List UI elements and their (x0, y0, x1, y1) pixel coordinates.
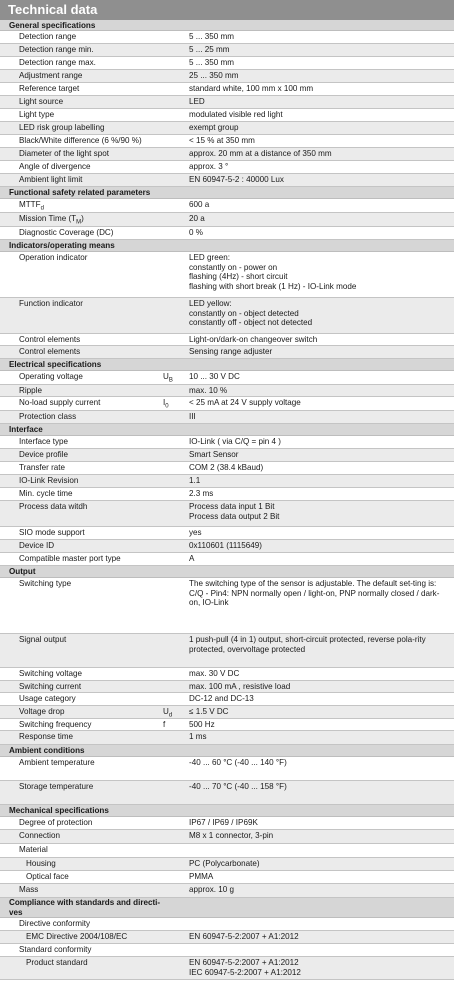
spec-row (0, 553, 454, 566)
spec-row (0, 83, 454, 96)
spec-row (0, 411, 454, 424)
spec-value (189, 830, 454, 843)
spec-label: Light source (19, 97, 64, 106)
section-heading: Electrical specifications (0, 359, 454, 371)
spec-value (189, 944, 454, 956)
spec-symbol (159, 148, 189, 160)
spec-label: Material (19, 845, 48, 854)
spec-value-line: constantly on - power on (189, 262, 278, 272)
spec-label: Storage temperature (19, 782, 94, 791)
section-heading-line: Compliance with standards and directi- (9, 898, 161, 907)
spec-row (0, 161, 454, 174)
spec-table (0, 20, 454, 980)
spec-row (0, 96, 454, 109)
page-title: Technical data (0, 0, 454, 20)
spec-label: Light type (19, 110, 55, 119)
symbol-subscript: B (168, 377, 173, 384)
spec-value (189, 844, 454, 857)
spec-symbol (159, 298, 189, 333)
spec-value (189, 706, 454, 718)
section-heading: Interface (0, 424, 454, 436)
section-heading: Output (0, 566, 454, 578)
spec-label: Ambient light limit (19, 175, 83, 184)
spec-label: Detection range min. (19, 45, 94, 54)
spec-value (189, 346, 454, 358)
spec-symbol (159, 462, 189, 474)
spec-value-line: 20 a (189, 214, 205, 223)
spec-value-line: 0x110601 (1115649) (189, 541, 262, 550)
spec-value-line: < 15 % at 350 mm (189, 136, 255, 145)
spec-value (189, 109, 454, 121)
spec-value-line: 5 ... 25 mm (189, 45, 230, 54)
spec-value (189, 57, 454, 69)
spec-row (0, 449, 454, 462)
spec-value (189, 83, 454, 95)
spec-value (189, 781, 454, 804)
spec-value-line: LED yellow: (189, 299, 232, 308)
spec-value-line: -40 ... 70 °C (-40 ... 158 °F) (189, 782, 287, 791)
spec-label: Device ID (19, 541, 55, 550)
spec-value (189, 122, 454, 134)
spec-value-line: flashing (4Hz) - short circuit (189, 272, 288, 281)
spec-label: Product standard (26, 958, 88, 967)
spec-value-line: 25 ... 350 mm (189, 71, 239, 80)
spec-symbol (159, 844, 189, 857)
spec-label: Directive conformity (19, 919, 91, 928)
spec-value (189, 96, 454, 108)
spec-row (0, 298, 454, 334)
spec-row (0, 931, 454, 944)
spec-label: Reference target (19, 84, 80, 93)
spec-value (189, 884, 454, 897)
spec-label: Black/White difference (6 %/90 %) (19, 136, 142, 145)
spec-value-line: C/Q - Pin4: NPN normally open / light-on, PNP normally closed / dark-on, IO-Link (189, 588, 440, 607)
spec-symbol (159, 553, 189, 565)
spec-row (0, 957, 454, 980)
spec-value-line: 0 % (189, 228, 203, 237)
spec-value (189, 44, 454, 56)
spec-value-line: approx. 3 ° (189, 162, 229, 171)
spec-value (189, 553, 454, 565)
spec-value-line: exempt group (189, 123, 239, 132)
spec-symbol (159, 411, 189, 423)
spec-value-line: PC (Polycarbonate) (189, 859, 260, 868)
spec-row (0, 462, 454, 475)
spec-value (189, 148, 454, 160)
section-heading-line: ves (9, 908, 23, 917)
spec-row (0, 371, 454, 385)
spec-value-line: EN 60947-5-2 : 40000 Lux (189, 175, 284, 184)
spec-label: Standard conformity (19, 945, 92, 954)
spec-label: Ambient temperature (19, 758, 95, 767)
spec-value (189, 298, 454, 333)
spec-row (0, 634, 454, 668)
spec-value-line: 1.1 (189, 476, 201, 485)
spec-row (0, 501, 454, 527)
spec-label: Diameter of the light spot (19, 149, 109, 158)
spec-value-line: -40 ... 60 °C (-40 ... 140 °F) (189, 758, 287, 767)
spec-value (189, 213, 454, 226)
spec-symbol (159, 918, 189, 930)
spec-label: Switching voltage (19, 669, 82, 678)
spec-label: Usage category (19, 694, 76, 703)
spec-value-line: modulated visible red light (189, 110, 283, 119)
spec-symbol (159, 449, 189, 461)
spec-value-line: 5 ... 350 mm (189, 32, 234, 41)
spec-value-line: COM 2 (38.4 kBaud) (189, 463, 264, 472)
spec-value (189, 436, 454, 448)
spec-symbol (159, 334, 189, 345)
spec-symbol (159, 346, 189, 358)
spec-value (189, 462, 454, 474)
spec-value (189, 957, 454, 979)
spec-value-line: 500 Hz (189, 720, 215, 729)
spec-label: Diagnostic Coverage (DC) (19, 228, 114, 237)
spec-row (0, 385, 454, 397)
spec-row (0, 70, 454, 83)
spec-label: Device profile (19, 450, 69, 459)
spec-symbol (159, 884, 189, 897)
spec-value-line: A (189, 554, 195, 563)
spec-label: Mass (19, 885, 39, 894)
spec-value (189, 918, 454, 930)
spec-value (189, 488, 454, 500)
spec-row (0, 199, 454, 213)
spec-symbol (159, 501, 189, 526)
spec-label: Voltage drop (19, 707, 65, 716)
spec-symbol (159, 199, 189, 212)
spec-label: Connection (19, 831, 60, 840)
spec-value-line: Process data output 2 Bit (189, 511, 280, 521)
spec-value-line: LED green: (189, 253, 230, 262)
spec-row (0, 731, 454, 745)
spec-value-line: IO-Link ( via C/Q = pin 4 ) (189, 437, 281, 446)
spec-value-line: Smart Sensor (189, 450, 239, 459)
spec-symbol (159, 475, 189, 487)
spec-row (0, 252, 454, 298)
label-subscript: M (76, 219, 82, 226)
spec-row (0, 817, 454, 830)
spec-label: Function indicator (19, 299, 83, 308)
spec-row (0, 781, 454, 805)
spec-label: Switching type (19, 579, 72, 588)
spec-symbol: $I_0$ (163, 398, 169, 410)
spec-label: Mission Time $(T_M)$ (19, 214, 84, 226)
spec-symbol (159, 693, 189, 705)
spec-symbol (159, 161, 189, 173)
spec-value-line: approx. 20 mm at a distance of 350 mm (189, 149, 332, 158)
spec-symbol (159, 681, 189, 692)
spec-symbol (159, 31, 189, 43)
spec-label: Signal output (19, 635, 67, 644)
spec-value (189, 31, 454, 43)
section-heading: Functional safety related parameters (0, 187, 454, 199)
spec-value-line: approx. 10 g (189, 885, 234, 894)
section-heading (0, 898, 454, 918)
spec-value (189, 252, 454, 297)
spec-value-line: Light-on/dark-on changeover switch (189, 335, 318, 344)
spec-value (189, 527, 454, 539)
spec-symbol (159, 944, 189, 956)
spec-row (0, 757, 454, 781)
spec-row (0, 213, 454, 227)
spec-label: Angle of divergence (19, 162, 91, 171)
spec-symbol (159, 668, 189, 680)
spec-symbol (159, 634, 189, 667)
spec-label: $MTTF_d$ (19, 200, 44, 212)
spec-row (0, 918, 454, 931)
spec-row (0, 57, 454, 70)
spec-label: SIO mode support (19, 528, 85, 537)
spec-row (0, 693, 454, 706)
spec-value-line: PMMA (189, 872, 214, 881)
spec-symbol (159, 70, 189, 82)
spec-value-line: max. 10 % (189, 386, 228, 395)
spec-row (0, 944, 454, 957)
spec-row (0, 668, 454, 681)
spec-row (0, 397, 454, 411)
spec-label: Min. cycle time (19, 489, 73, 498)
section-heading: General specifications (0, 20, 454, 31)
spec-value-line: Process data input 1 Bit (189, 502, 275, 511)
spec-value (189, 817, 454, 829)
spec-row (0, 719, 454, 731)
spec-symbol (159, 578, 189, 633)
spec-value-line: flashing with short break (1 Hz) - IO-Link mode (189, 281, 357, 291)
spec-value-line: 1 push-pull (4 in 1) output, short-circuit protected, reverse pola-rity protected, overvoltage protected (189, 635, 426, 654)
spec-value-line: EN 60947-5-2:2007 + A1:2012 (189, 958, 299, 967)
spec-value (189, 731, 454, 744)
spec-label: Ripple (19, 386, 42, 395)
spec-value (189, 634, 454, 667)
spec-row (0, 706, 454, 719)
spec-symbol (159, 858, 189, 870)
spec-symbol: f (163, 720, 166, 729)
spec-label: Optical face (26, 872, 69, 881)
spec-label: LED risk group labelling (19, 123, 105, 132)
spec-row (0, 871, 454, 884)
spec-value-line: III (189, 412, 196, 421)
spec-value (189, 540, 454, 552)
spec-label: Interface type (19, 437, 69, 446)
spec-value (189, 174, 454, 186)
spec-symbol (159, 527, 189, 539)
spec-value (189, 693, 454, 705)
spec-label: Switching frequency (19, 720, 92, 729)
spec-row (0, 44, 454, 57)
spec-value-line: 600 a (189, 200, 210, 209)
spec-label: Protection class (19, 412, 77, 421)
spec-value (189, 135, 454, 147)
spec-symbol (159, 44, 189, 56)
spec-value-line: 2.3 ms (189, 489, 214, 498)
spec-symbol (159, 135, 189, 147)
spec-label: Adjustment range (19, 71, 83, 80)
spec-label: EMC Directive 2004/108/EC (26, 932, 128, 941)
spec-label: Switching current (19, 682, 82, 691)
spec-label: Detection range max. (19, 58, 96, 67)
symbol-subscript: d (168, 712, 173, 719)
spec-value (189, 161, 454, 173)
spec-label: No-load supply current (19, 398, 101, 407)
spec-label: Compatible master port type (19, 554, 121, 563)
spec-symbol (159, 57, 189, 69)
spec-row (0, 122, 454, 135)
spec-value (189, 757, 454, 780)
spec-symbol (159, 122, 189, 134)
spec-symbol (159, 385, 189, 396)
spec-value (189, 199, 454, 212)
spec-value (189, 871, 454, 883)
spec-label: Transfer rate (19, 463, 66, 472)
spec-value (189, 70, 454, 82)
spec-row (0, 227, 454, 240)
spec-value-line: 1 ms (189, 732, 207, 741)
spec-value (189, 858, 454, 870)
spec-symbol (159, 957, 189, 979)
spec-symbol (159, 757, 189, 780)
spec-symbol (159, 252, 189, 297)
spec-symbol: $U_B$ (163, 372, 173, 384)
spec-value-line: Sensing range adjuster (189, 347, 273, 356)
spec-value (189, 371, 454, 384)
spec-value-line: max. 100 mA , resistive load (189, 682, 291, 691)
section-heading: Indicators/operating means (0, 240, 454, 252)
spec-row (0, 31, 454, 44)
spec-value-line: standard white, 100 mm x 100 mm (189, 84, 314, 93)
spec-value-line: max. 30 V DC (189, 669, 240, 678)
spec-value-line: constantly on - object detected (189, 308, 299, 318)
spec-value (189, 681, 454, 692)
spec-label: Degree of protection (19, 818, 93, 827)
spec-value-line: IEC 60947-5-2:2007 + A1:2012 (189, 967, 301, 977)
spec-symbol (159, 96, 189, 108)
spec-value-line: 5 ... 350 mm (189, 58, 234, 67)
spec-label: Housing (26, 859, 56, 868)
spec-value (189, 578, 454, 633)
spec-row (0, 578, 454, 634)
label-subscript: d (40, 205, 44, 212)
spec-symbol (159, 540, 189, 552)
spec-value-line: The switching type of the sensor is adjustable. The default set-ting is: (189, 579, 437, 588)
spec-symbol (159, 436, 189, 448)
spec-value (189, 385, 454, 396)
spec-value-line: IP67 / IP69 / IP69K (189, 818, 258, 827)
spec-value (189, 475, 454, 487)
spec-symbol (159, 871, 189, 883)
spec-row (0, 334, 454, 346)
spec-symbol (159, 109, 189, 121)
spec-symbol (159, 931, 189, 943)
spec-row (0, 858, 454, 871)
spec-label: Operating voltage (19, 372, 83, 381)
spec-value-line: ≤ 1.5 V DC (189, 707, 229, 716)
spec-symbol (159, 781, 189, 804)
spec-symbol (159, 83, 189, 95)
spec-value (189, 668, 454, 680)
spec-label: Response time (19, 732, 73, 741)
spec-value-line: DC-12 and DC-13 (189, 694, 254, 703)
spec-label: Process data witdh (19, 502, 88, 511)
spec-value-line: < 25 mA at 24 V supply voltage (189, 398, 301, 407)
spec-value-line: M8 x 1 connector, 3-pin (189, 831, 274, 840)
spec-symbol (159, 817, 189, 829)
spec-symbol (159, 227, 189, 239)
spec-symbol (159, 830, 189, 843)
spec-row (0, 830, 454, 844)
spec-row (0, 148, 454, 161)
spec-value-line: 10 ... 30 V DC (189, 372, 240, 381)
spec-value (189, 227, 454, 239)
spec-value (189, 411, 454, 423)
spec-value-line: EN 60947-5-2:2007 + A1:2012 (189, 932, 299, 941)
symbol-subscript: 0 (165, 403, 169, 410)
spec-value (189, 334, 454, 345)
spec-row (0, 884, 454, 898)
spec-value-line: LED (189, 97, 205, 106)
spec-row (0, 174, 454, 187)
spec-label: Operation indicator (19, 253, 88, 262)
spec-row (0, 135, 454, 148)
spec-row (0, 844, 454, 858)
section-heading: Mechanical specifications (0, 805, 454, 817)
spec-symbol: $U_d$ (163, 707, 173, 719)
spec-value (189, 931, 454, 943)
spec-row (0, 346, 454, 359)
spec-label: Control elements (19, 347, 81, 356)
spec-row (0, 681, 454, 693)
section-heading: Ambient conditions (0, 745, 454, 757)
spec-label: IO-Link Revision (19, 476, 79, 485)
spec-value (189, 719, 454, 730)
spec-row (0, 540, 454, 553)
spec-symbol (159, 174, 189, 186)
spec-row (0, 488, 454, 501)
spec-value-line: constantly off - object not detected (189, 318, 313, 327)
spec-value (189, 397, 454, 410)
spec-value (189, 501, 454, 526)
spec-label: Control elements (19, 335, 81, 344)
spec-label: Detection range (19, 32, 77, 41)
spec-symbol (159, 488, 189, 500)
spec-row (0, 109, 454, 122)
spec-symbol (159, 213, 189, 226)
spec-row (0, 475, 454, 488)
spec-value-line: yes (189, 528, 202, 537)
spec-value (189, 449, 454, 461)
spec-symbol (159, 731, 189, 744)
spec-row (0, 436, 454, 449)
spec-row (0, 527, 454, 540)
